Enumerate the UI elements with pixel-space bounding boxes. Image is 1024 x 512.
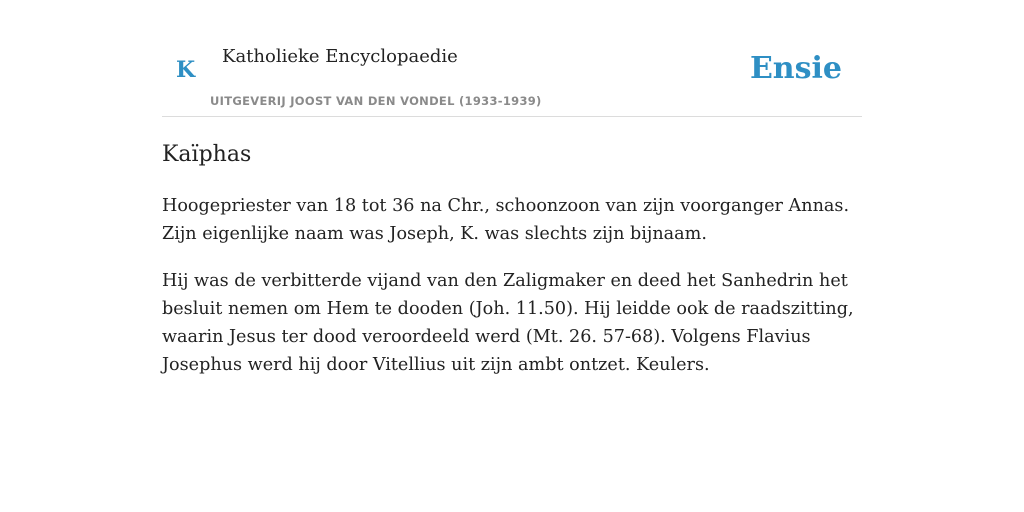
article-paragraph: Hoogepriester van 18 tot 36 na Chr., schoonzoon van zijn voorganger Annas. Zijn eigenlijke naam was Joseph, K. was slechts zijn bijnaam. — [162, 196, 850, 244]
publisher-label: UITGEVERIJ JOOST VAN DEN VONDEL (1933-1939) — [210, 94, 542, 108]
encyclopedia-title-link[interactable]: Katholieke Encyclopaedie — [222, 46, 458, 67]
article-body — [162, 192, 872, 398]
encyclopedia-logo-link[interactable]: K — [176, 57, 196, 83]
ensie-brand-link[interactable]: Ensie — [749, 51, 842, 86]
article-paragraph: Hij was de verbitterde vijand van den Zaligmaker en deed het Sanhedrin het besluit nemen om Hem te dooden (Joh. 11.50). Hij leidde ook de raadszitting, waarin Jesus ter dood veroordeeld werd (Mt. 26. 57-68). Volgens Flavius Josephus werd hij door Vitellius uit zijn ambt ontzet. Keulers. — [162, 271, 854, 375]
article-title: Kaïphas — [162, 142, 252, 167]
page — [162, 0, 862, 375]
header — [162, 0, 862, 117]
